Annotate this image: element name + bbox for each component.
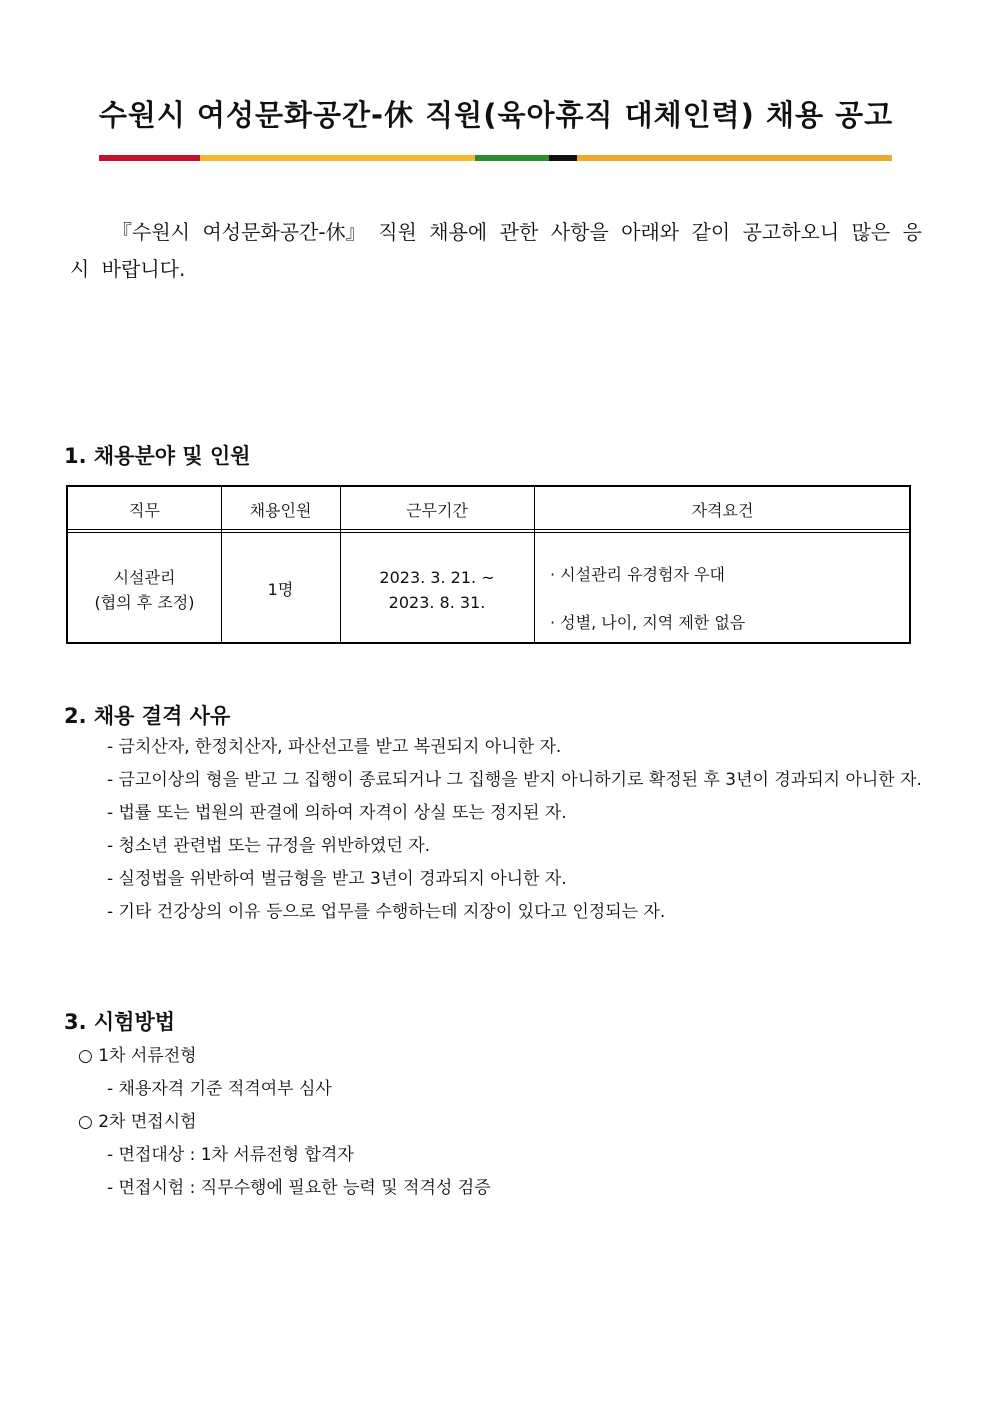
recruitment-table (66, 485, 911, 644)
job-note: (협의 후 조정) (94, 593, 195, 612)
exam-stage-1: ○ 1차 서류전형 (78, 1046, 197, 1066)
list-item: - 실정법을 위반하여 벌금형을 받고 3년이 경과되지 아니한 자. (107, 869, 567, 889)
table-divider (68, 529, 909, 530)
bar-segment-red (99, 155, 200, 161)
list-item: - 금고이상의 형을 받고 그 집행이 종료되거나 그 집행을 받지 아니하기로 확정된 후 3년이 경과되지 아니한 자. (107, 770, 922, 790)
table-header-requirements: 자격요건 (691, 501, 754, 520)
intro-paragraph: 『수원시 여성문화공간-休』 직원 채용에 관한 사항을 아래와 같이 공고하오니 많은 응시 바랍니다. (70, 220, 922, 281)
table-cell-period (340, 565, 534, 615)
exam-stage-2: ○ 2차 면접시험 (78, 1112, 197, 1132)
exam-stage-2-detail: - 면접시험 : 직무수행에 필요한 능력 및 적격성 검증 (107, 1178, 491, 1198)
exam-stage-2-detail: - 면접대상 : 1차 서류전형 합격자 (107, 1145, 354, 1165)
bar-segment-green (475, 155, 549, 161)
list-item: - 금치산자, 한정치산자, 파산선고를 받고 복권되지 아니한 자. (107, 737, 562, 757)
list-item: - 법률 또는 법원의 판결에 의하여 자격이 상실 또는 정지된 자. (107, 803, 567, 823)
title-underline-bar (99, 155, 892, 161)
period-start: 2023. 3. 21. ~ (379, 568, 495, 587)
table-header-job: 직무 (129, 501, 160, 520)
section-heading-positions: 1. 채용분야 및 인원 (64, 444, 251, 468)
job-title: 시설관리 (113, 568, 176, 587)
table-header-count: 채용인원 (249, 501, 312, 520)
page-title: 수원시 여성문화공간-休 직원(육아휴직 대체인력) 채용 공고 (98, 98, 894, 132)
table-header-period: 근무기간 (406, 501, 468, 520)
requirement-item: · 시설관리 유경험자 우대 (550, 565, 725, 584)
list-item: - 청소년 관련법 또는 규정을 위반하였던 자. (107, 836, 431, 856)
table-cell-job (68, 565, 221, 615)
bar-segment-yellow (200, 155, 475, 161)
list-item: - 기타 건강상의 이유 등으로 업무를 수행하는데 지장이 있다고 인정되는 자. (107, 902, 666, 922)
exam-stage-1-detail: - 채용자격 기준 적격여부 심사 (107, 1079, 332, 1099)
requirement-item: · 성별, 나이, 지역 제한 없음 (550, 613, 746, 632)
section-heading-exam-method: 3. 시험방법 (64, 1010, 176, 1034)
table-cell-count: 1명 (267, 580, 294, 599)
bar-segment-black (549, 155, 577, 161)
period-end: 2023. 8. 31. (388, 593, 486, 612)
bar-segment-orange (577, 155, 892, 161)
table-divider (68, 532, 909, 533)
section-heading-disqualifications: 2. 채용 결격 사유 (64, 704, 231, 728)
table-cell-requirements (550, 551, 905, 647)
disqualification-list (107, 731, 922, 929)
